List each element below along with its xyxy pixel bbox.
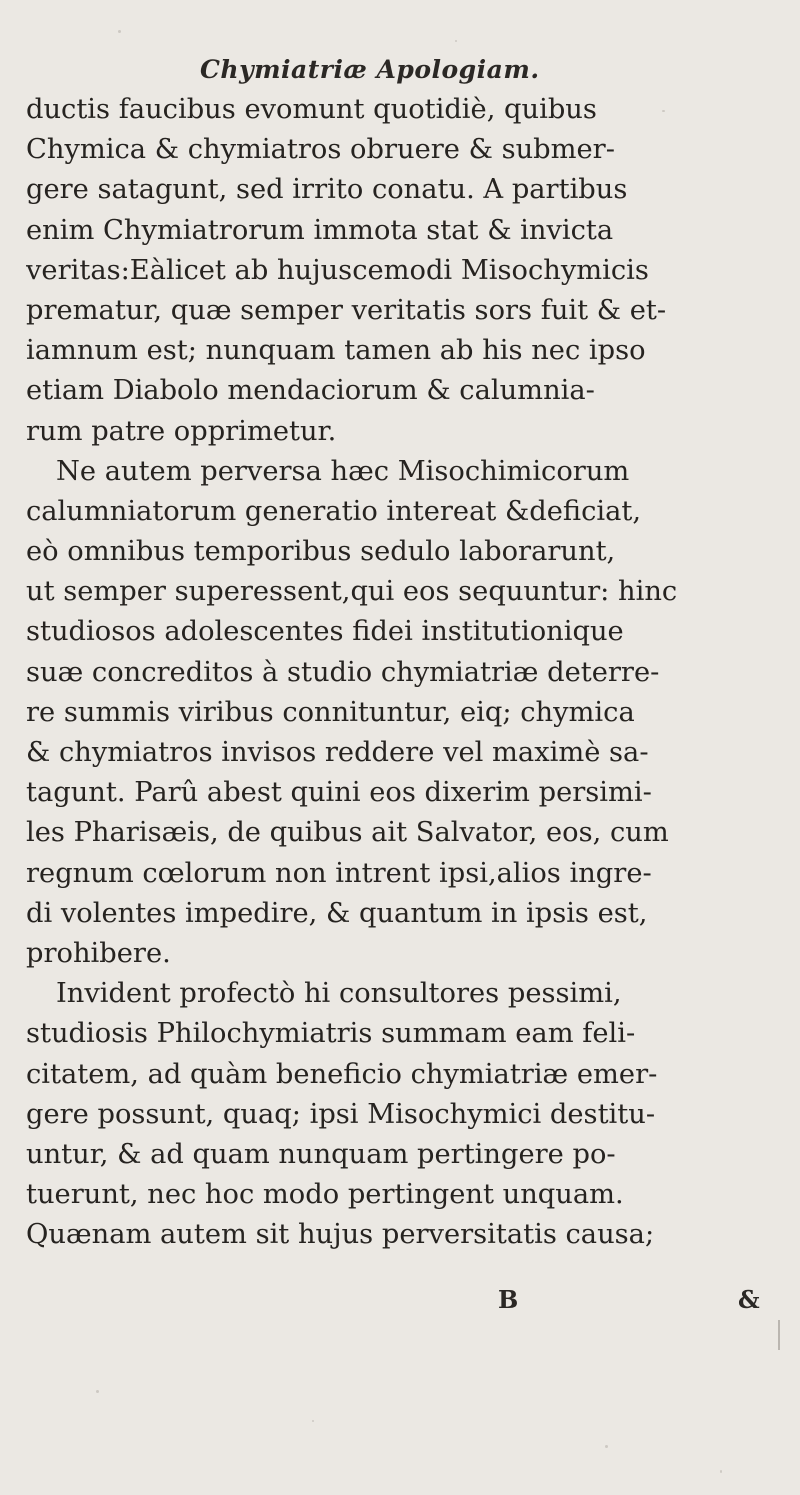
paper-speck bbox=[118, 30, 121, 33]
text-line: prohibere. bbox=[26, 937, 171, 969]
text-line: iamnum est; nunquam tamen ab his nec ipso bbox=[26, 335, 646, 367]
page-footer bbox=[0, 1285, 800, 1325]
running-head: Chymiatriæ Apologiam. bbox=[200, 55, 540, 84]
paper-speck bbox=[605, 1445, 608, 1448]
text-line: ductis faucibus evomunt quotidiè, quibus bbox=[26, 94, 597, 125]
text-line: tuerunt, nec hoc modo pertingent unquam. bbox=[26, 1179, 624, 1211]
paper-speck bbox=[720, 1470, 722, 1473]
margin-mark bbox=[778, 1320, 780, 1350]
paper-speck bbox=[96, 1390, 99, 1393]
text-line: Chymica & chymiatros obruere & submer- bbox=[26, 134, 615, 166]
text-line: eò omnibus temporibus sedulo laborarunt, bbox=[26, 536, 616, 568]
body-text bbox=[26, 90, 786, 1255]
text-line: untur, & ad quam nunquam pertingere po- bbox=[26, 1138, 616, 1170]
text-line: re summis viribus connituntur, eiq; chymica bbox=[26, 696, 635, 728]
text-line: prematur, quæ semper veritatis sors fuit & et- bbox=[26, 294, 667, 326]
text-line: rum patre opprimetur. bbox=[26, 415, 337, 447]
text-line: & chymiatros invisos reddere vel maximè sa- bbox=[26, 737, 649, 768]
text-line: studiosos adolescentes fidei institutionique bbox=[26, 616, 624, 648]
text-line: enim Chymiatrorum immota stat & invicta bbox=[26, 214, 614, 246]
text-line: veritas:Eàlicet ab hujuscemodi Misochymicis bbox=[26, 254, 649, 286]
text-line: regnum cœlorum non intrent ipsi,alios ingre- bbox=[26, 857, 652, 889]
text-line: ut semper superessent,qui eos sequuntur: hinc bbox=[26, 576, 678, 608]
signature-mark: B bbox=[498, 1285, 519, 1314]
catchword: & bbox=[738, 1285, 760, 1314]
text-line: Quænam autem sit hujus perversitatis causa; bbox=[26, 1219, 655, 1251]
paragraph-start-line: Ne autem perversa hæc Misochimicorum bbox=[56, 455, 630, 487]
text-line: gere possunt, quaq; ipsi Misochymici destitu- bbox=[26, 1098, 656, 1130]
text-line: gere satagunt, sed irrito conatu. A partibus bbox=[26, 174, 628, 206]
text-line: citatem, ad quàm beneficio chymiatriæ emer- bbox=[26, 1058, 658, 1090]
text-line: di volentes impedire, & quantum in ipsis est, bbox=[26, 897, 648, 929]
text-line: calumniatorum generatio intereat &deficiat, bbox=[26, 495, 642, 527]
text-line: les Pharisæis, de quibus ait Salvator, eos, cum bbox=[26, 817, 669, 849]
paper-speck bbox=[455, 40, 457, 42]
paragraph-start-line: Invident profectò hi consultores pessimi, bbox=[56, 978, 622, 1010]
text-line: studiosis Philochymiatris summam eam feli- bbox=[26, 1018, 636, 1050]
text-line: etiam Diabolo mendaciorum & calumnia- bbox=[26, 375, 595, 407]
text-line: suæ concreditos à studio chymiatriæ deterre- bbox=[26, 656, 660, 688]
text-line: tagunt. Parû abest quini eos dixerim persimi- bbox=[26, 777, 652, 809]
paper-speck bbox=[312, 1420, 314, 1422]
